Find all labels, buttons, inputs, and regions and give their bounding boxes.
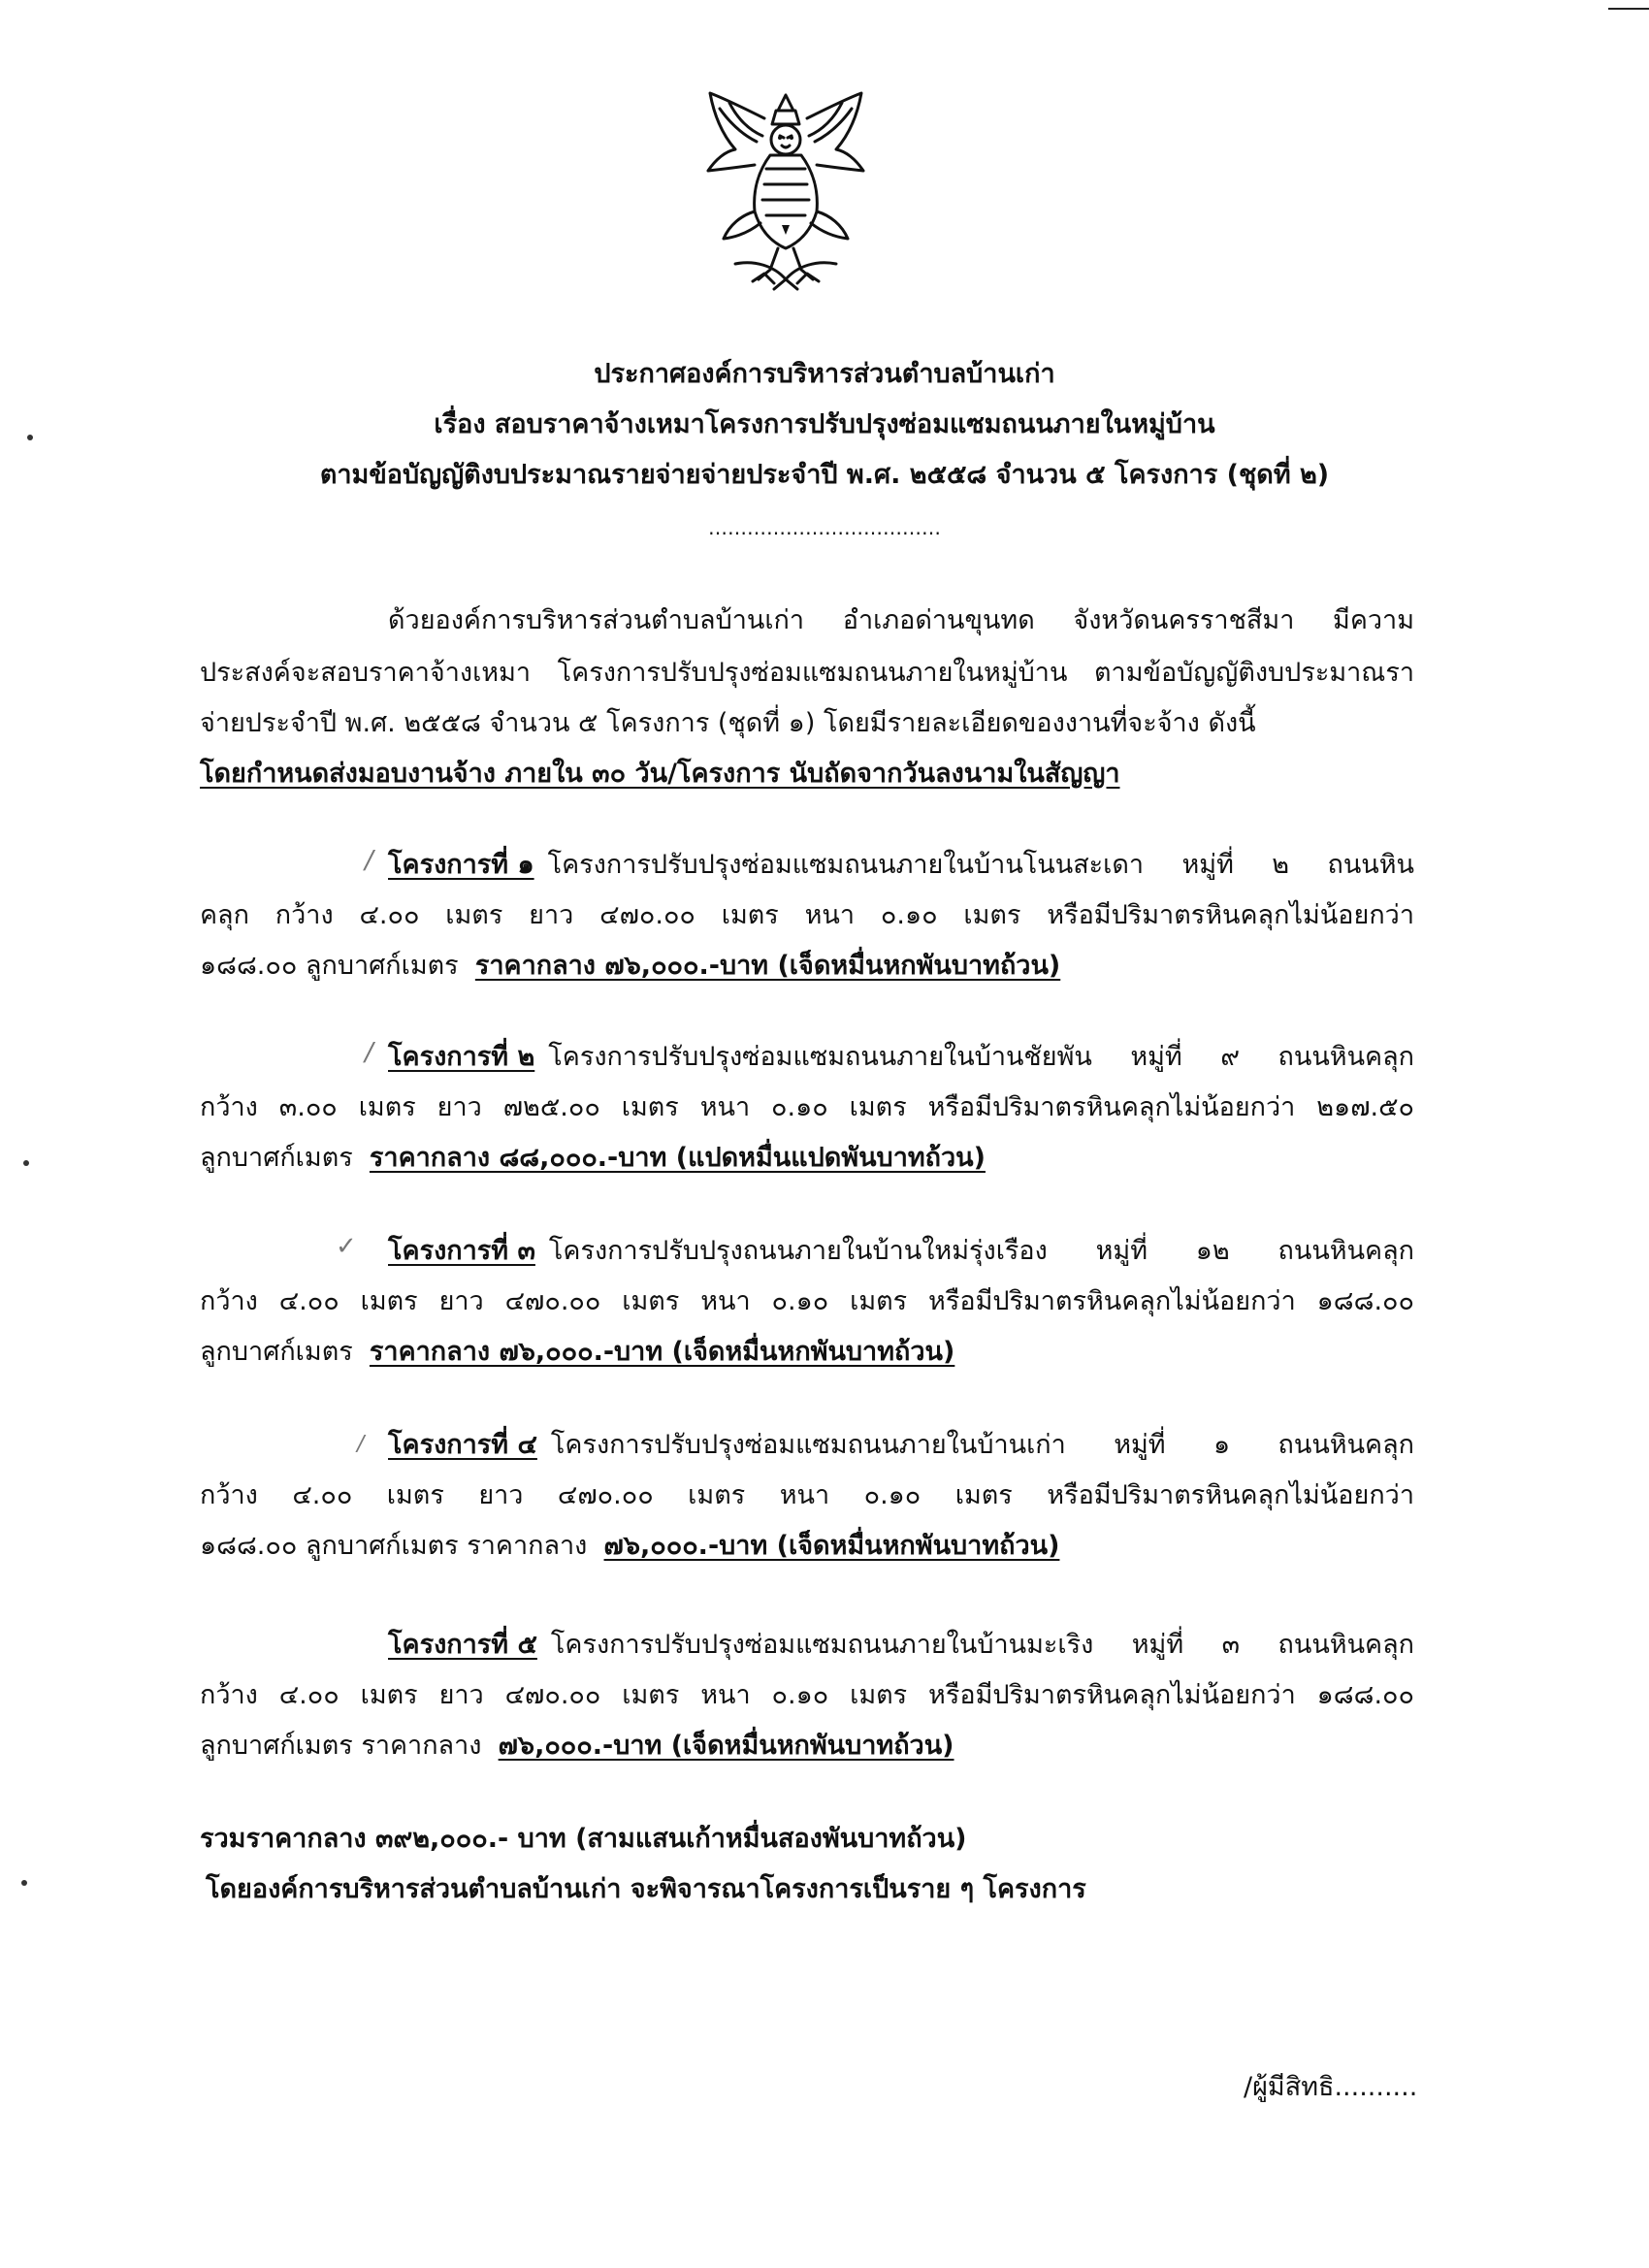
intro-line-1: ด้วยองค์การบริหารส่วนตำบลบ้านเก่า อำเภอด่านขุนทด จังหวัดนครราชสีมา มีความ (388, 605, 1414, 635)
project-1-label: โครงการที่ ๑ (388, 850, 534, 880)
project-3-line-1 (388, 1232, 1414, 1271)
project-3-line-2: กว้าง ๔.๐๐ เมตร ยาว ๔๗๐.๐๐ เมตร หนา ๐.๑๐ เมตร หรือมีปริมาตรหินคลุกไม่น้อยกว่า ๑๘๘.๐๐ (200, 1286, 1414, 1316)
project-4-line-1 (388, 1426, 1414, 1465)
project-5-line-2: กว้าง ๔.๐๐ เมตร ยาว ๔๗๐.๐๐ เมตร หนา ๐.๑๐ เมตร หรือมีปริมาตรหินคลุกไม่น้อยกว่า ๑๘๘.๐๐ (200, 1680, 1414, 1710)
project-5-description: โครงการปรับปรุงซ่อมแซมถนนภายในบ้านมะเริง หมู่ที่ ๓ ถนนหินคลุก (550, 1630, 1414, 1660)
project-3-median-price: ราคากลาง ๗๖,๐๐๐.-บาท (เจ็ดหมื่นหกพันบาทถ้วน) (369, 1337, 955, 1367)
header-divider-dots: ……………………………… (708, 516, 941, 539)
project-5-line-1 (388, 1626, 1414, 1665)
project-1-line-1 (388, 846, 1414, 885)
check-mark-icon: ∕ (365, 1038, 373, 1067)
total-median-price: รวมราคากลาง ๓๙๒,๐๐๐.- บาท (สามแสนเก้าหมื่นสองพันบาทถ้วน) (200, 1824, 967, 1854)
project-1-line-3 (200, 947, 1060, 986)
scan-speck (21, 1880, 27, 1886)
project-2-description: โครงการปรับปรุงซ่อมแซมถนนภายในบ้านชัยพัน หมู่ที่ ๙ ถนนหินคลุก (548, 1042, 1414, 1072)
project-4-volume: ๑๘๘.๐๐ ลูกบาศก์เมตร ราคากลาง (200, 1531, 588, 1561)
intro-line-2: ประสงค์จะสอบราคาจ้างเหมา โครงการปรับปรุงซ่อมแซมถนนภายในหมู่บ้าน ตามข้อบัญญัติงบประมาณรา (200, 658, 1414, 688)
project-1-line-2: คลุก กว้าง ๔.๐๐ เมตร ยาว ๔๗๐.๐๐ เมตร หนา ๐.๑๐ เมตร หรือมีปริมาตรหินคลุกไม่น้อยกว่า (200, 900, 1414, 930)
scan-edge-mark (1608, 8, 1649, 10)
project-2-median-price: ราคากลาง ๘๘,๐๐๐.-บาท (แปดหมื่นแปดพันบาทถ้วน) (369, 1143, 986, 1173)
announcement-subject: เรื่อง สอบราคาจ้างเหมาโครงการปรับปรุงซ่อมแซมถนนภายในหมู่บ้าน (434, 409, 1215, 439)
project-2-line-3 (200, 1139, 986, 1178)
project-3-volume: ลูกบาศก์เมตร (200, 1337, 353, 1367)
project-4-description: โครงการปรับปรุงซ่อมแซมถนนภายในบ้านเก่า หมู่ที่ ๑ ถนนหินคลุก (550, 1430, 1414, 1460)
project-4-median-price: ๗๖,๐๐๐.-บาท (เจ็ดหมื่นหกพันบาทถ้วน) (603, 1531, 1060, 1561)
check-mark-icon: ∕ (365, 846, 373, 875)
project-4-label: โครงการที่ ๔ (388, 1430, 537, 1460)
project-3-label: โครงการที่ ๓ (388, 1236, 535, 1266)
project-3-description: โครงการปรับปรุงถนนภายในบ้านใหม่รุ่งเรือง หมู่ที่ ๑๒ ถนนหินคลุก (548, 1236, 1414, 1266)
garuda-emblem-icon (696, 89, 875, 297)
delivery-deadline: โดยกำหนดส่งมอบงานจ้าง ภายใน ๓๐ วัน/โครงการ นับถัดจากวันลงนามในสัญญา (200, 759, 1120, 789)
announcement-budget-line: ตามข้อบัญญัติงบประมาณรายจ่ายจ่ายประจำปี พ.ศ. ๒๕๕๘ จำนวน ๕ โครงการ (ชุดที่ ๒) (319, 460, 1330, 490)
announcement-title: ประกาศองค์การบริหารส่วนตำบลบ้านเก่า (594, 359, 1055, 389)
project-5-median-price: ๗๖,๐๐๐.-บาท (เจ็ดหมื่นหกพันบาทถ้วน) (498, 1731, 954, 1761)
check-mark-icon: ✓ (336, 1232, 357, 1261)
project-1-median-price: ราคากลาง ๗๖,๐๐๐.-บาท (เจ็ดหมื่นหกพันบาทถ้วน) (474, 951, 1061, 981)
project-5-line-3 (200, 1727, 954, 1766)
project-4-line-3 (200, 1527, 1059, 1566)
project-1-volume: ๑๘๘.๐๐ ลูกบาศก์เมตร (200, 951, 459, 981)
project-3-line-3 (200, 1333, 954, 1372)
project-4-line-2: กว้าง ๔.๐๐ เมตร ยาว ๔๗๐.๐๐ เมตร หนา ๐.๑๐ เมตร หรือมีปริมาตรหินคลุกไม่น้อยกว่า (200, 1480, 1414, 1510)
intro-line-3: จ่ายประจำปี พ.ศ. ๒๕๕๘ จำนวน ๕ โครงการ (ชุดที่ ๑) โดยมีรายละเอียดของงานที่จะจ้าง ดังนี้ (200, 708, 1256, 738)
project-2-volume: ลูกบาศก์เมตร (200, 1143, 353, 1173)
project-5-label: โครงการที่ ๕ (388, 1630, 537, 1660)
project-1-description: โครงการปรับปรุงซ่อมแซมถนนภายในบ้านโนนสะเดา หมู่ที่ ๒ ถนนหิน (547, 850, 1414, 880)
consideration-note: โดยองค์การบริหารส่วนตำบลบ้านเก่า จะพิจารณาโครงการเป็นราย ๆ โครงการ (206, 1874, 1086, 1904)
continued-marker: /ผู้มีสิทธิ.......... (1244, 2072, 1418, 2102)
scan-speck (23, 1160, 29, 1166)
project-2-label: โครงการที่ ๒ (388, 1042, 535, 1072)
check-mark-icon: ∕ (357, 1432, 365, 1456)
project-2-line-1 (388, 1038, 1414, 1077)
project-5-volume: ลูกบาศก์เมตร ราคากลาง (200, 1731, 482, 1761)
project-2-line-2: กว้าง ๓.๐๐ เมตร ยาว ๗๒๕.๐๐ เมตร หนา ๐.๑๐ เมตร หรือมีปริมาตรหินคลุกไม่น้อยกว่า ๒๑๗.๕๐ (200, 1092, 1414, 1122)
